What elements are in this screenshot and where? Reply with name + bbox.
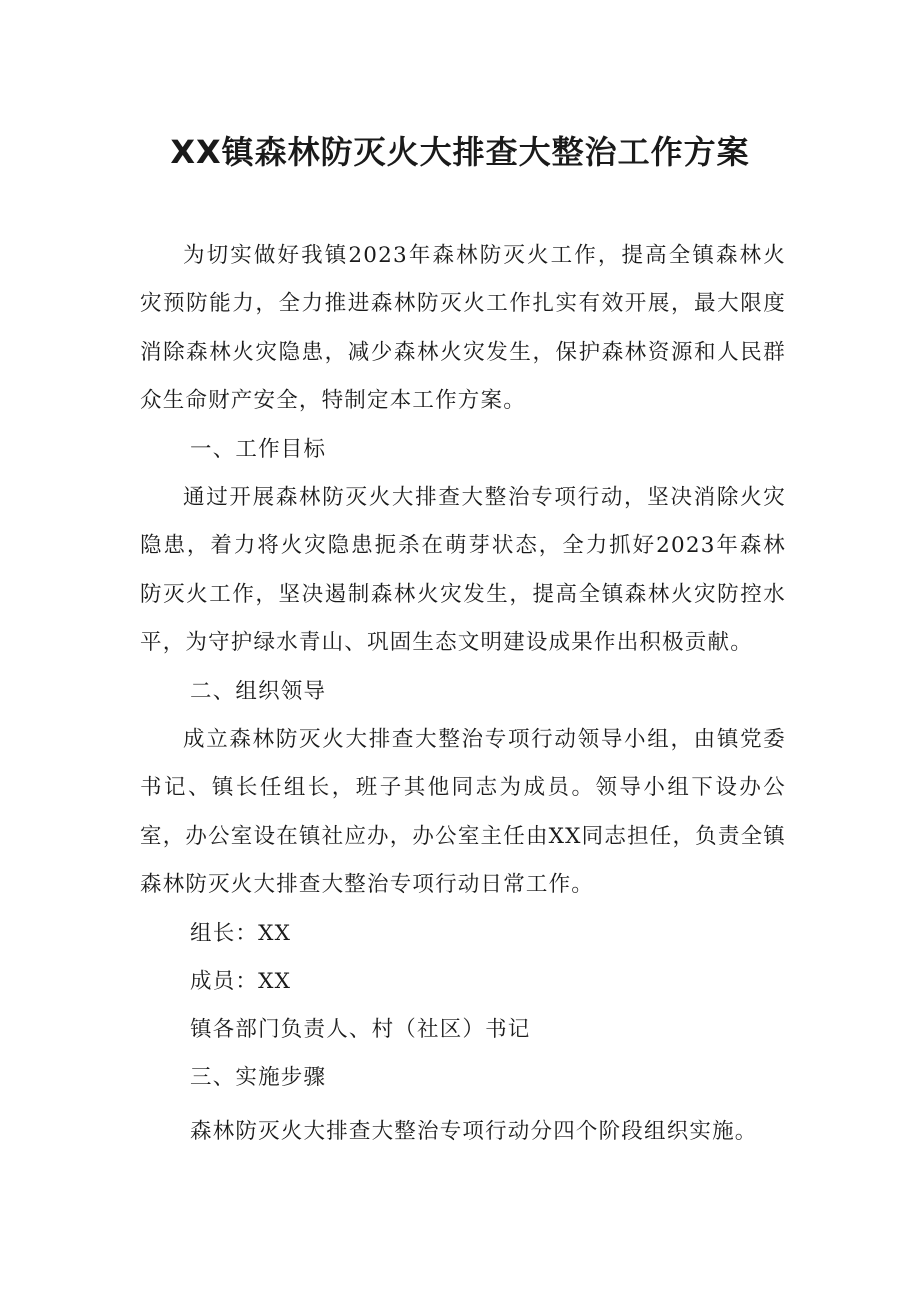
work-goals-paragraph: 通过开展森林防灭火大排查大整治专项行动，坚决消除火灾隐患，着力将火灾隐患扼杀在萌芽状态，全力抓好2023年森林防灭火工作，坚决遏制森林火灾发生，提高全镇森林火灾防控水平，为守护绿水青山、巩固生态文明建设成果作出积极贡献。 [140, 485, 786, 656]
intro-paragraph: 为切实做好我镇2023年森林防灭火工作，提高全镇森林火灾预防能力，全力推进森林防灭火工作扎实有效开展，最大限度消除森林火灾隐患，减少森林火灾发生，保护森林资源和人民群众生命财产安全，特制定本工作方案。 [140, 243, 786, 414]
implementation-steps-paragraph: 森林防灭火大排查大整治专项行动分四个阶段组织实施。 [190, 1119, 758, 1144]
leader-line: 组长：XX [190, 921, 292, 946]
section-heading-implementation-steps: 三、实施步骤 [190, 1065, 327, 1090]
members-detail-line: 镇各部门负责人、村（社区）书记 [190, 1017, 531, 1042]
section-heading-work-goals: 一、工作目标 [190, 437, 327, 462]
members-line: 成员：XX [190, 969, 292, 994]
section-heading-organization: 二、组织领导 [190, 679, 327, 704]
document-title: XX镇森林防灭火大排查大整治工作方案 [170, 133, 750, 171]
organization-paragraph: 成立森林防灭火大排查大整治专项行动领导小组，由镇党委书记、镇长任组长，班子其他同志为成员。领导小组下设办公室，办公室设在镇社应办，办公室主任由XX同志担任，负责全镇森林防灭火大排查大整治专项行动日常工作。 [140, 727, 786, 898]
